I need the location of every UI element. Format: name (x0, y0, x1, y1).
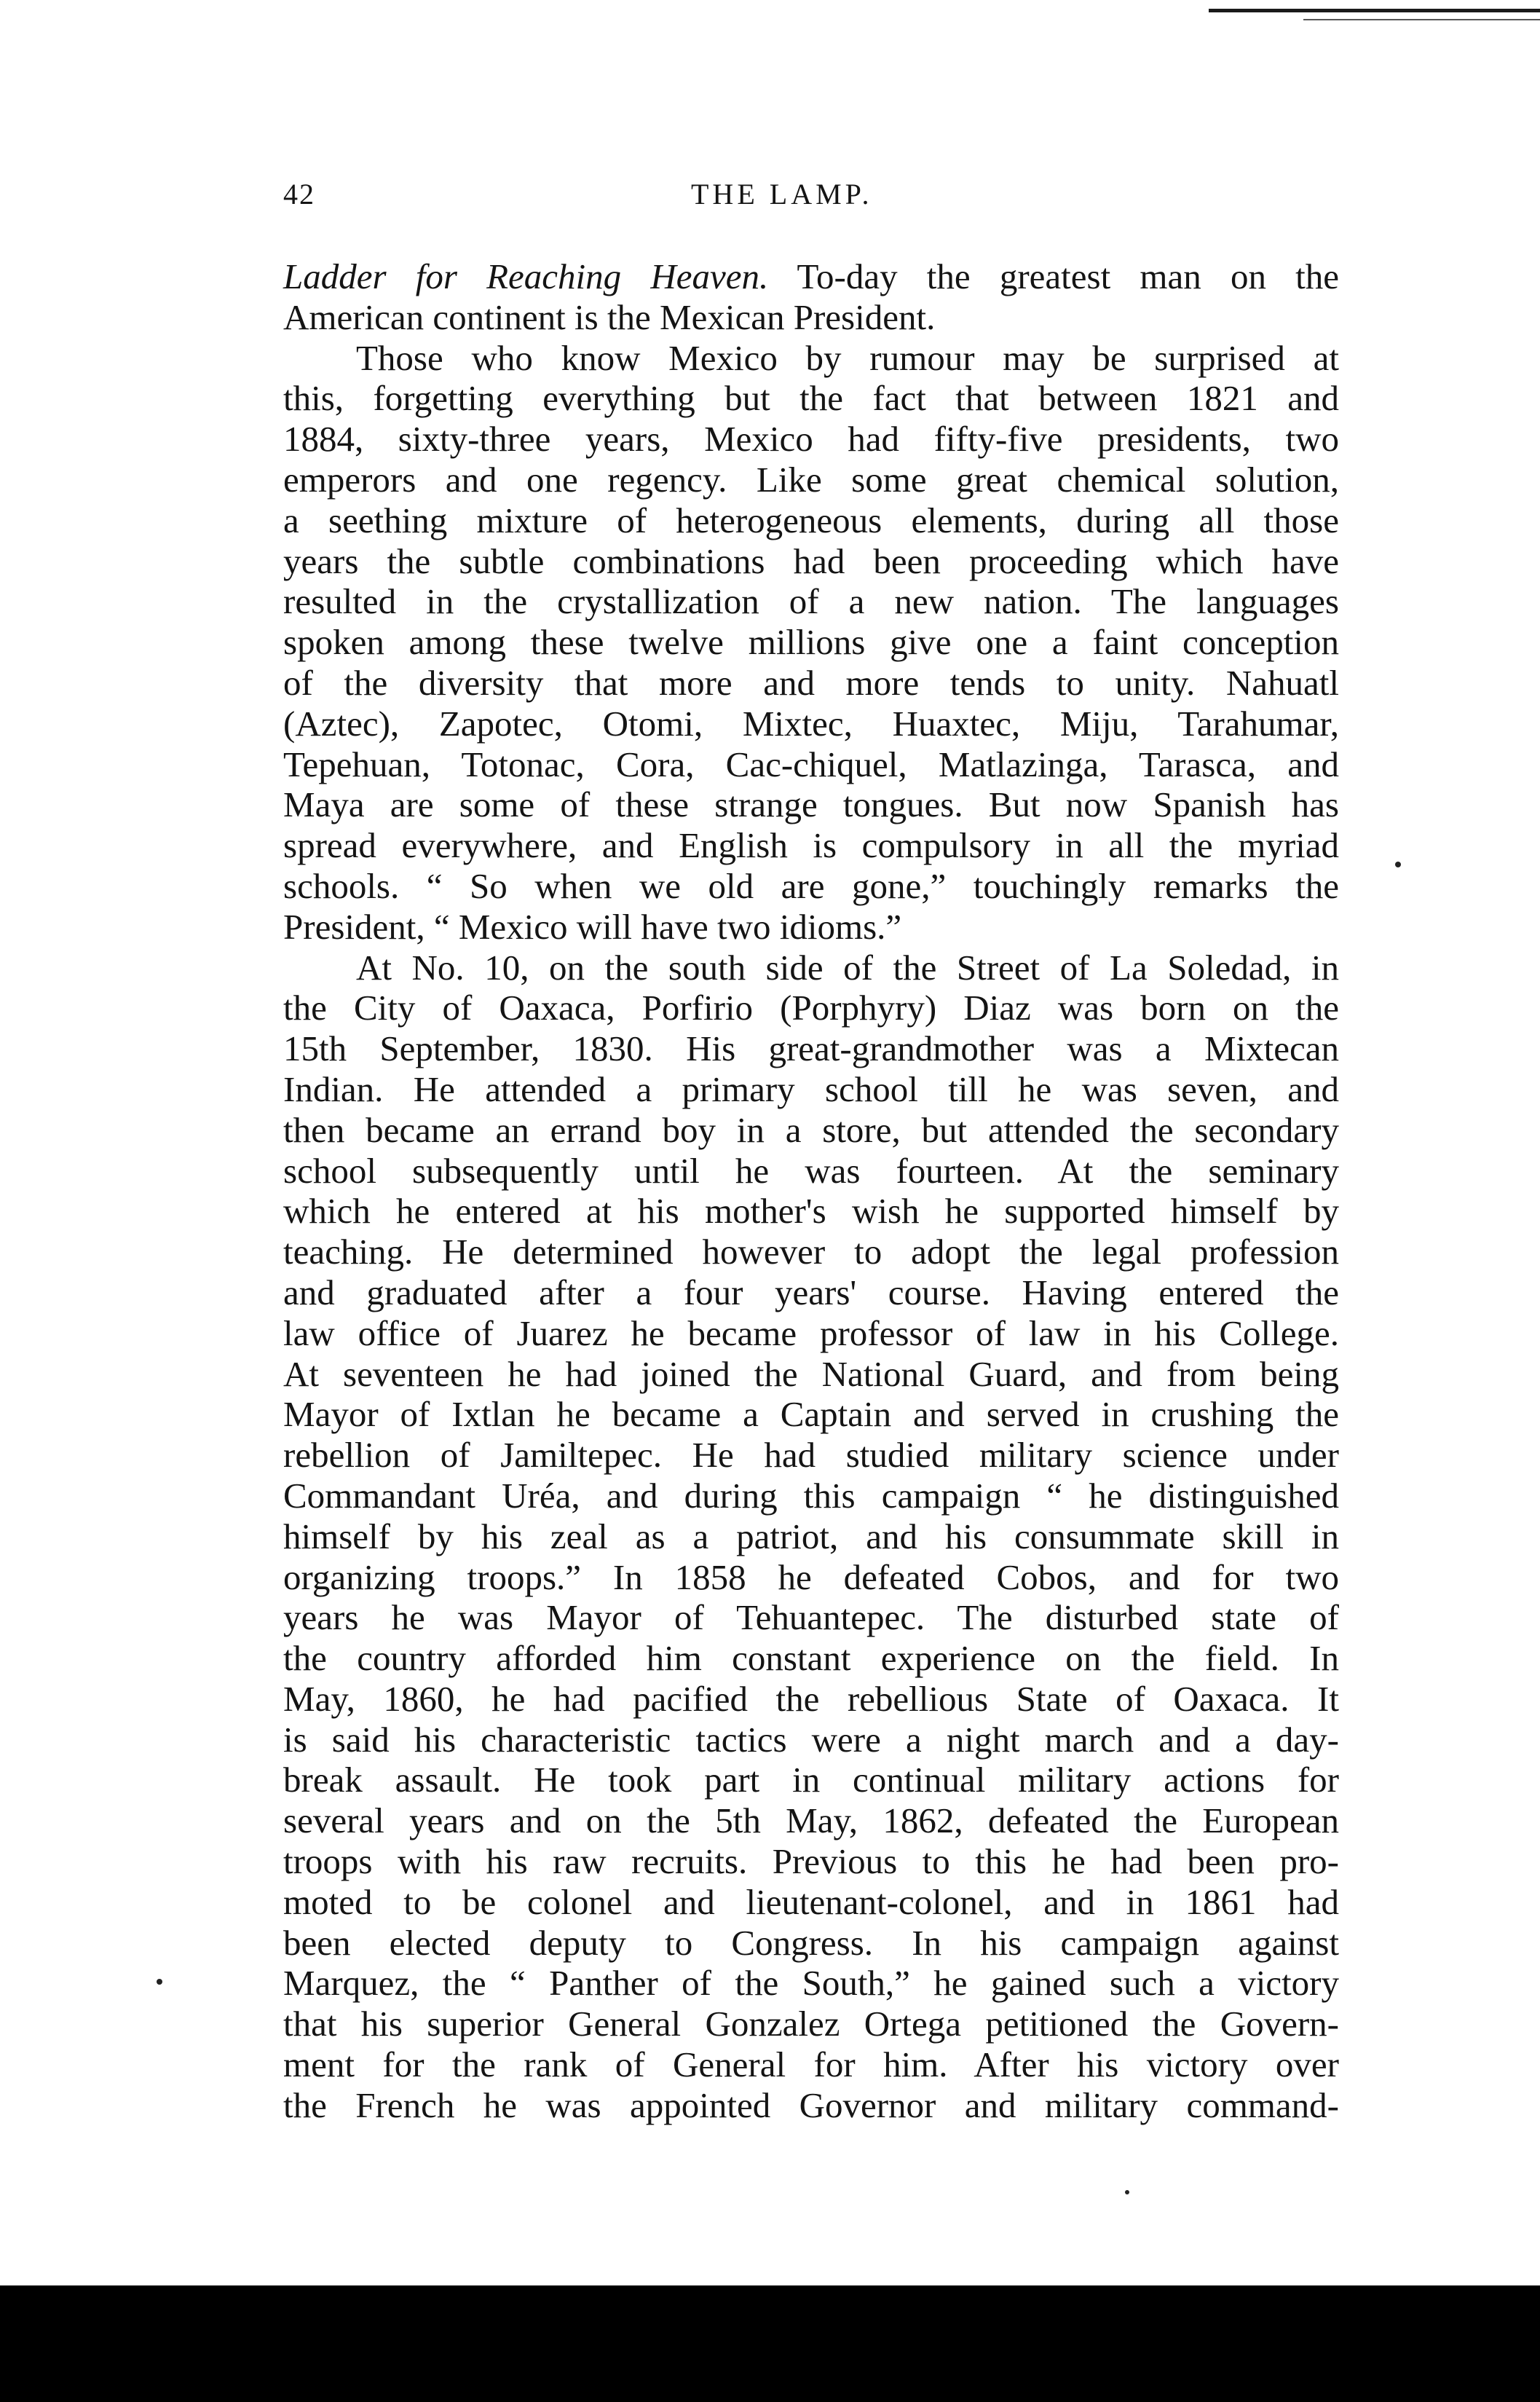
text-line: ment for the rank of General for him. After his victory over (283, 2044, 1339, 2085)
text-line: several years and on the 5th May, 1862, defeated the European (283, 1800, 1339, 1841)
text-line: organizing troops.” In 1858 he defeated Cobos, and for two (283, 1556, 1339, 1597)
bottom-scan-border (0, 2285, 1540, 2402)
text-line: At seventeen he had joined the National Guard, and from being (283, 1353, 1339, 1394)
speck-mark (1125, 2190, 1129, 2194)
text-line: troops with his raw recruits. Previous to this he had been pro- (283, 1841, 1339, 1882)
text-line: of the diversity that more and more tends to unity. Nahuatl (283, 662, 1339, 703)
text-line: spoken among these twelve millions give one a faint conception (283, 622, 1339, 663)
text-line: been elected deputy to Congress. In his campaign against (283, 1922, 1339, 1963)
text-line: 1884, sixty-three years, Mexico had fifty-five presidents, two (283, 419, 1339, 460)
text-line: American continent is the Mexican President. (283, 296, 936, 337)
text-line: Commandant Uréa, and during this campaign “ he distinguished (283, 1475, 1339, 1516)
text-line: the French he was appointed Governor and military command- (283, 2084, 1339, 2125)
text-line: teaching. He determined however to adopt the legal profession (283, 1232, 1339, 1272)
speck-mark (1395, 862, 1401, 867)
text-line: this, forgetting everything but the fact that between 1821 and (283, 378, 1339, 419)
text-line: 15th September, 1830. His great-grandmother was a Mixtecan (283, 1028, 1339, 1069)
text-line: Maya are some of these strange tongues. But now Spanish has (283, 784, 1339, 825)
text-line: years the subtle combinations had been proceeding which have (283, 540, 1339, 581)
text-line: the City of Oaxaca, Porfirio (Porphyry) Diaz was born on the (283, 988, 1339, 1028)
text-line: Ladder for Reaching Heaven. To-day the greatest man on the (283, 256, 1339, 296)
text-line: emperors and one regency. Like some great chemical solution, (283, 459, 1339, 500)
text-line: Mayor of Ixtlan he became a Captain and served in crushing the (283, 1394, 1339, 1435)
text-line: which he entered at his mother's wish he supported himself by (283, 1191, 1339, 1232)
body-text (283, 256, 1339, 2126)
text-line: then became an errand boy in a store, but attended the secondary (283, 1109, 1339, 1150)
text-line: Tepehuan, Totonac, Cora, Cac-chiquel, Matlazinga, Tarasca, and (283, 744, 1339, 784)
page-number: 42 (283, 178, 315, 210)
text-line: himself by his zeal as a patriot, and his consummate skill in (283, 1516, 1339, 1556)
text-line: President, “ Mexico will have two idioms.” (283, 906, 902, 947)
text-line: and graduated after a four years' course. Having entered the (283, 1272, 1339, 1312)
text-line: resulted in the crystallization of a new nation. The languages (283, 581, 1339, 622)
text-line: spread everywhere, and English is compulsory in all the myriad (283, 825, 1339, 866)
running-title: THE LAMP. (691, 178, 873, 210)
text-line: schools. “ So when we old are gone,” touchingly remarks the (283, 865, 1339, 906)
text-line: Indian. He attended a primary school till he was seven, and (283, 1068, 1339, 1109)
running-head (283, 177, 1339, 221)
text-line: that his superior General Gonzalez Ortega petitioned the Govern- (283, 2004, 1339, 2044)
top-rule (1209, 9, 1540, 12)
text-line: At No. 10, on the south side of the Street of La Soledad, in (356, 947, 1339, 988)
text-line: (Aztec), Zapotec, Otomi, Mixtec, Huaxtec, Miju, Tarahumar, (283, 703, 1339, 744)
speck-mark (157, 1979, 162, 1985)
italic-title: Ladder for Reaching Heaven. (283, 256, 769, 296)
text-line: May, 1860, he had pacified the rebellious State of Oaxaca. It (283, 1678, 1339, 1719)
text-line: the country afforded him constant experience on the field. In (283, 1638, 1339, 1679)
text-line: years he was Mayor of Tehuantepec. The disturbed state of (283, 1597, 1339, 1638)
text-line: moted to be colonel and lieutenant-colonel, and in 1861 had (283, 1881, 1339, 1922)
text-line: break assault. He took part in continual military actions for (283, 1760, 1339, 1800)
text-line: is said his characteristic tactics were a night march and a day- (283, 1719, 1339, 1760)
text-line: law office of Juarez he became professor of law in his College. (283, 1312, 1339, 1353)
text-line: Marquez, the “ Panther of the South,” he gained such a victory (283, 1963, 1339, 2004)
top-rule-thin (1303, 19, 1540, 20)
text-line: school subsequently until he was fourteen. At the seminary (283, 1150, 1339, 1191)
text-line: rebellion of Jamiltepec. He had studied military science under (283, 1435, 1339, 1476)
text-line: a seething mixture of heterogeneous elements, during all those (283, 500, 1339, 540)
text-line: Those who know Mexico by rumour may be surprised at (356, 337, 1339, 378)
